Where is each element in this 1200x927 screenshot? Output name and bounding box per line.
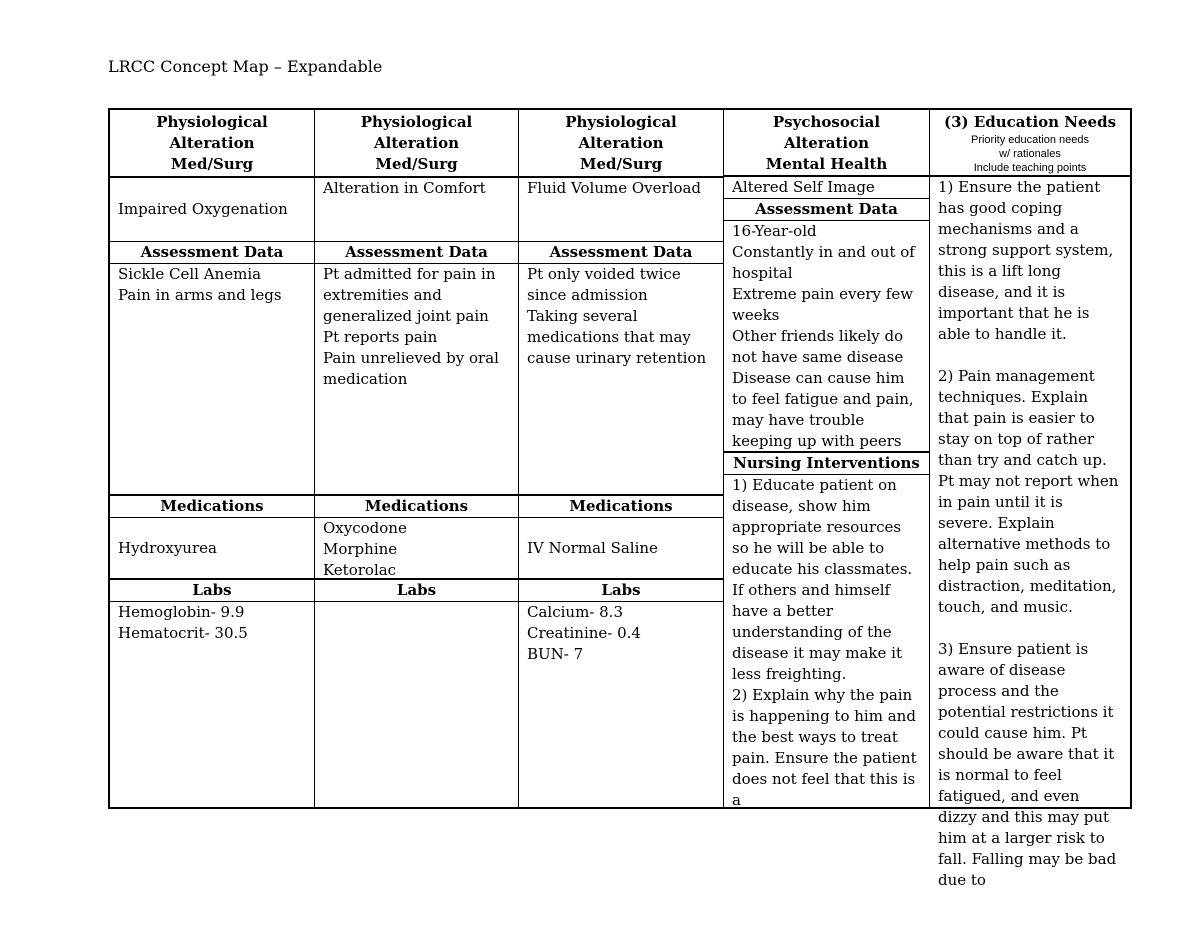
column-psychosocial <box>724 110 930 807</box>
medications-label: Medications <box>519 496 723 518</box>
diagnosis-cell <box>315 178 518 242</box>
header-note: Include teaching points <box>973 162 1087 174</box>
column-header <box>519 110 723 178</box>
labs-label: Labs <box>519 580 723 602</box>
header-subtitle: Med/Surg <box>579 155 663 173</box>
assessment-data: Pt admitted for pain in extremities and generalized joint pain Pt reports pain Pain unrelieved by oral medication <box>315 264 518 496</box>
header-title: Psychosocial Alteration <box>772 113 881 152</box>
medications-label: Medications <box>315 496 518 518</box>
assessment-data: Pt only voided twice since admission Taking several medications that may cause urinary retention <box>519 264 723 496</box>
assessment-data: 16-Year-old Constantly in and out of hospital Extreme pain every few weeks Other friends likely do not have same disease Disease can cause him to feel fatigue and pain, may have trouble keeping up with peers <box>724 221 929 453</box>
column-header <box>315 110 518 178</box>
assessment-label: Assessment Data <box>110 242 314 264</box>
nursing-interventions-label: Nursing Interventions <box>724 453 929 475</box>
assessment-label: Assessment Data <box>724 199 929 221</box>
diagnosis-text: Fluid Volume Overload <box>527 179 702 197</box>
assessment-label: Assessment Data <box>519 242 723 264</box>
medications-cell <box>315 518 518 580</box>
header-subtitle: Mental Health <box>765 155 888 173</box>
diagnosis-cell <box>724 177 929 199</box>
medications-text: Hydroxyurea <box>118 538 217 557</box>
column-physiological-2 <box>315 110 519 807</box>
nursing-interventions-text: 1) Educate patient on disease, show him appropriate resources so he will be able to educate his classmates. If others and himself have a better understanding of the disease it may make it less freighting. 2) Explain why the pain is happening to him and the best ways to treat pain. Ensure the patient does not feel that this is a <box>732 476 917 809</box>
diagnosis-text: Altered Self Image <box>732 178 875 196</box>
diagnosis-cell <box>110 178 314 242</box>
education-needs-text: 1) Ensure the patient has good coping mechanisms and a strong support system, this is a lift long disease, and it is important that he is able to handle it. 2) Pain management techniques. Explain that pain is easier to stay on top of rather than try and catch up. Pt may not report when in pain until it is severe. Explain alternative methods to help pain such as distraction, meditation, touch, and music. 3) Ensure patient is aware of disease process and the potential restrictions it could cause him. Pt should be aware that it is normal to feel fatigued, and even dizzy and this may put him at a larger risk to fall. Falling may be bad due to <box>938 178 1119 889</box>
column-physiological-1 <box>110 110 315 807</box>
medications-text: IV Normal Saline <box>527 538 658 557</box>
medications-text: Oxycodone Morphine Ketorolac <box>323 519 407 579</box>
header-title: Physiological Alteration <box>565 113 677 152</box>
assessment-label: Assessment Data <box>315 242 518 264</box>
header-note: w/ rationales <box>999 148 1061 160</box>
header-note: Priority education needs <box>970 134 1089 146</box>
column-header <box>110 110 314 178</box>
column-physiological-3 <box>519 110 724 807</box>
assessment-data: Sickle Cell Anemia Pain in arms and legs <box>110 264 314 496</box>
header-subtitle: Med/Surg <box>375 155 458 173</box>
diagnosis-text: Alteration in Comfort <box>323 179 486 197</box>
column-header <box>724 110 929 177</box>
labs-label: Labs <box>110 580 314 602</box>
column-education-needs <box>930 110 1130 889</box>
concept-map-table <box>108 108 1132 889</box>
medications-label: Medications <box>110 496 314 518</box>
header-title: (3) Education Needs <box>943 113 1117 131</box>
labs-data <box>315 602 518 807</box>
header-title: Physiological Alteration <box>360 113 473 152</box>
diagnosis-text: Impaired Oxygenation <box>118 200 288 218</box>
labs-data: Calcium- 8.3 Creatinine- 0.4 BUN- 7 <box>527 603 641 663</box>
diagnosis-cell <box>519 178 723 242</box>
column-header <box>930 110 1130 177</box>
medications-cell <box>110 518 314 580</box>
header-subtitle: Med/Surg <box>170 155 254 173</box>
header-title: Physiological Alteration <box>156 113 268 152</box>
labs-data: Hemoglobin- 9.9 Hematocrit- 30.5 <box>118 603 248 642</box>
labs-label: Labs <box>315 580 518 602</box>
medications-cell <box>519 518 723 580</box>
page-title: LRCC Concept Map – Expandable <box>108 57 383 76</box>
